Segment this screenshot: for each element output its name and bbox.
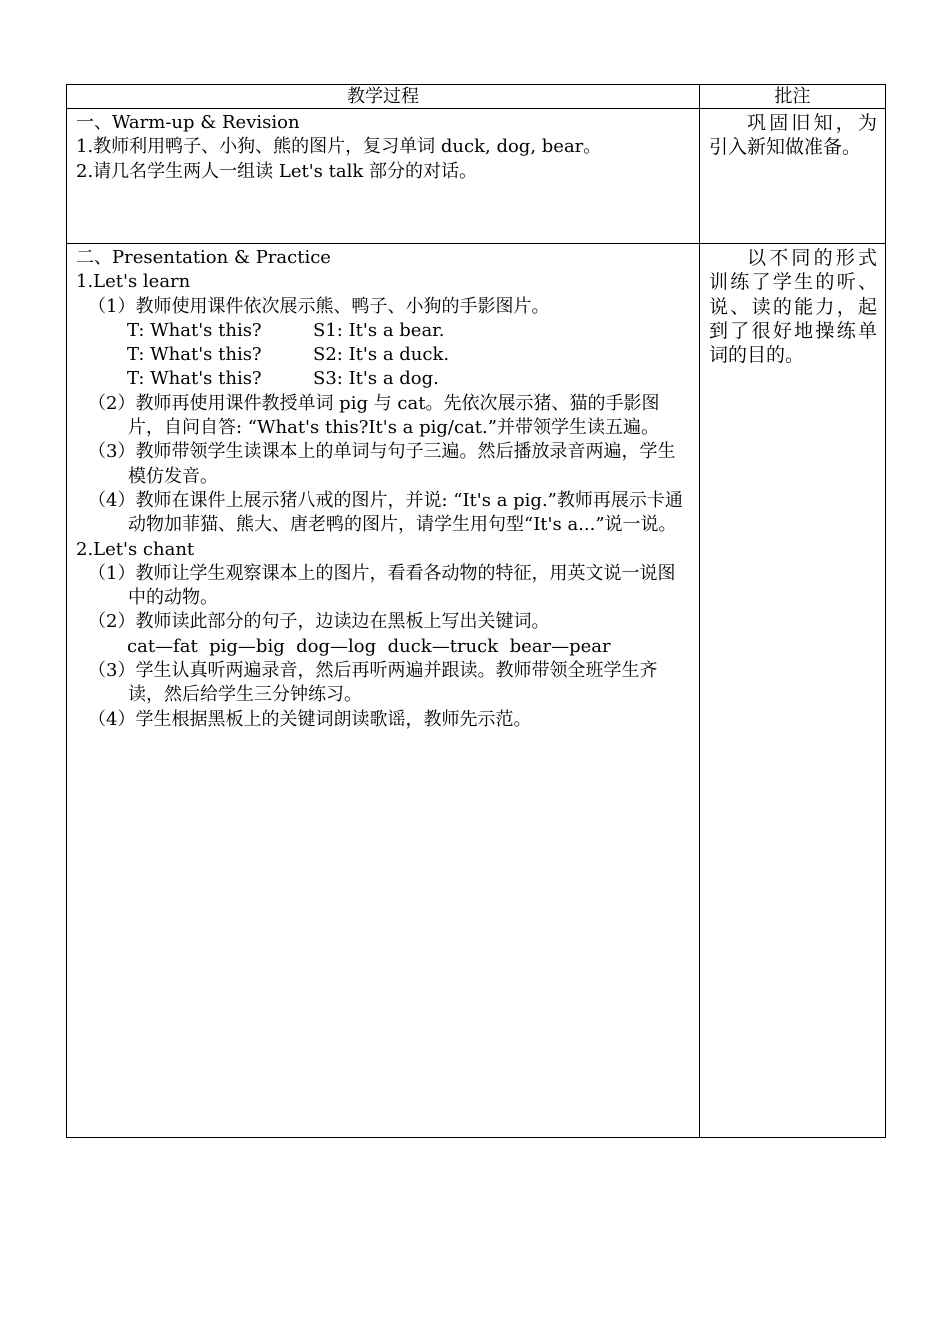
- presentation-row: [67, 244, 886, 1138]
- dialogue-line: [76, 319, 691, 343]
- presentation-cell: [67, 244, 700, 1138]
- warmup-cell: [67, 109, 700, 244]
- chant-step-1: （1）教师让学生观察课本上的图片，看看各动物的特征，用英文说一说图中的动物。: [88, 562, 676, 609]
- header-notes: 批注: [700, 85, 886, 109]
- warmup-note: 巩固旧知，为引入新知做准备。: [709, 112, 877, 159]
- dialogue-student: S3: It's a dog.: [313, 368, 439, 390]
- warmup-note-cell: [700, 109, 886, 244]
- dialogue-student: S1: It's a bear.: [313, 319, 445, 341]
- presentation-note-cell: [700, 244, 886, 1138]
- presentation-note: 以不同的形式训练了学生的听、说、读的能力，起到了很好地操练单词的目的。: [709, 247, 877, 367]
- presentation-title: 二、Presentation & Practice: [76, 247, 331, 268]
- learn-step-3: （3）教师带领学生读课本上的单词与句子三遍。然后播放录音两遍，学生模仿发音。: [88, 441, 676, 487]
- chant-title: 2.Let's chant: [76, 538, 195, 560]
- dialogue-teacher: T: What's this?: [127, 368, 262, 390]
- learn-title: 1.Let's learn: [76, 271, 191, 293]
- dialogue-line: [76, 367, 691, 391]
- learn-step-2: （2）教师再使用课件教授单词 pig 与 cat。先依次展示猪、猫的手影图片，自问自答: “What's this?It's a pig/cat.”并带领学生读五遍。: [88, 392, 660, 439]
- chant-step-4: （4）学生根据黑板上的关键词朗读歌谣，教师先示范。: [88, 708, 532, 730]
- warmup-row: [67, 109, 886, 244]
- warmup-line-1: 1.教师利用鸭子、小狗、熊的图片，复习单词 duck, dog, bear。: [76, 136, 602, 158]
- header-row: [67, 85, 886, 109]
- chant-step-3: （3）学生认真听两遍录音，然后再听两遍并跟读。教师带领全班学生齐读，然后给学生三分钟练习。: [88, 660, 658, 706]
- dialogue-student: S2: It's a duck.: [313, 344, 450, 366]
- chant-keywords: cat—fat pig—big dog—log duck—truck bear—pear: [127, 635, 611, 657]
- warmup-line-2: 2.请几名学生两人一组读 Let's talk 部分的对话。: [76, 160, 477, 182]
- dialogue-teacher: T: What's this?: [127, 344, 262, 366]
- dialogue-line: [76, 343, 691, 367]
- lesson-plan-table: [66, 84, 886, 1138]
- learn-step-4: （4）教师在课件上展示猪八戒的图片，并说: “It's a pig.”教师再展示卡通动物加菲猫、熊大、唐老鸭的图片，请学生用句型“It's a...”说一说。: [88, 489, 683, 536]
- header-teaching-process: 教学过程: [67, 85, 700, 109]
- dialogue-teacher: T: What's this?: [127, 319, 262, 341]
- warmup-title: 一、Warm-up & Revision: [76, 112, 300, 133]
- learn-step-1: （1）教师使用课件依次展示熊、鸭子、小狗的手影图片。: [88, 295, 550, 317]
- chant-step-2: （2）教师读此部分的句子，边读边在黑板上写出关键词。: [88, 611, 550, 633]
